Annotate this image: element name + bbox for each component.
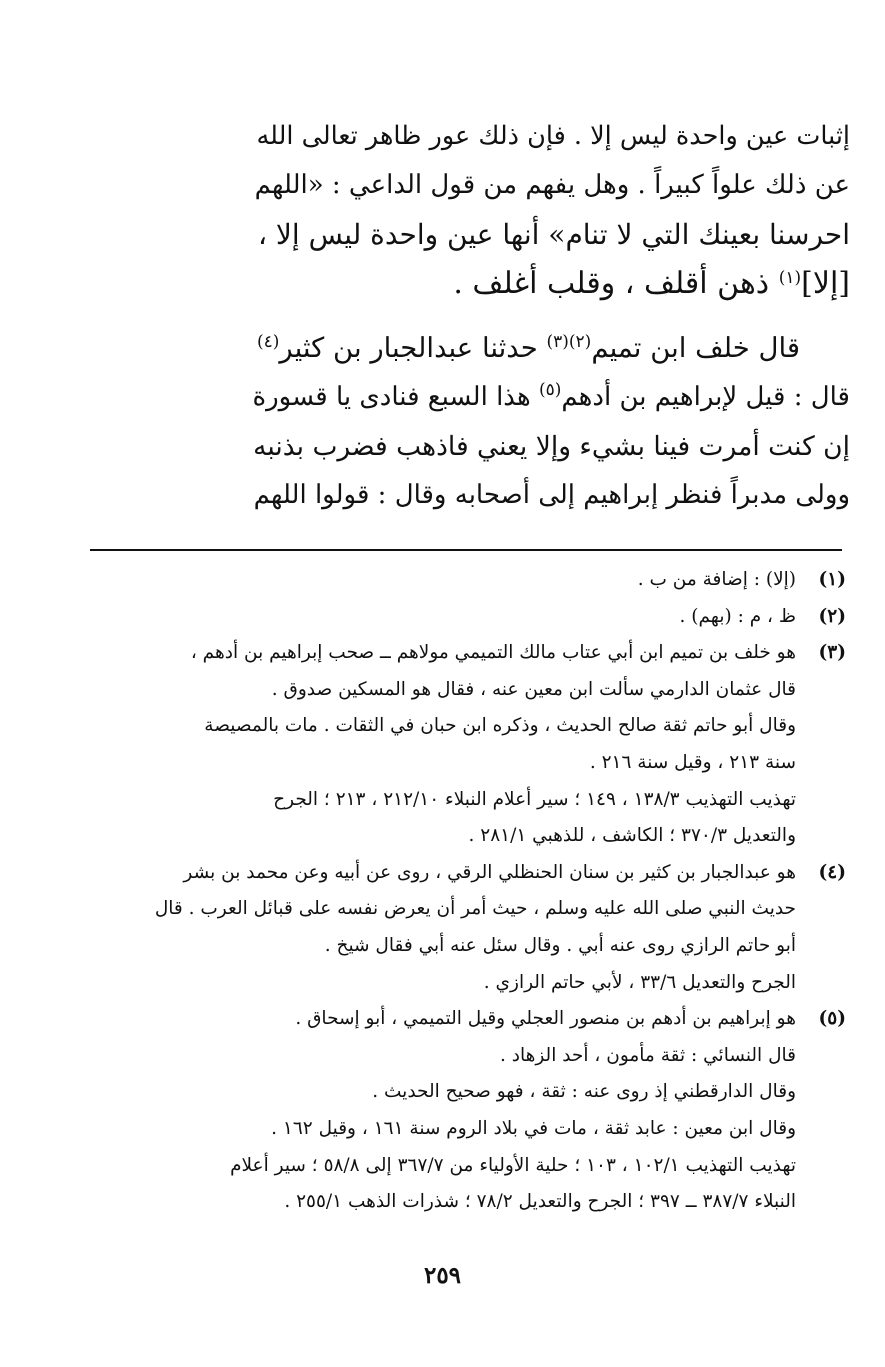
footnotes bbox=[88, 562, 846, 1221]
text-segment: هذا السبع فنادى يا قسورة bbox=[252, 382, 531, 412]
footnote-number: (٢) bbox=[818, 605, 846, 627]
footnote-3 bbox=[88, 635, 846, 855]
footnote-2 bbox=[88, 599, 846, 636]
footnote-body bbox=[88, 855, 796, 1001]
paragraph-2 bbox=[250, 324, 850, 520]
text-segment: ذهن أقلف ، وقلب أغلف . bbox=[453, 266, 770, 301]
footnote-line: تهذيب التهذيب ١٠٢/١ ، ١٠٣ ؛ حلية الأولياء من ٣٦٧/٧ إلى ٥٨/٨ ؛ سير أعلام bbox=[230, 1154, 796, 1176]
footnote-ref-1[interactable]: (١) bbox=[778, 268, 802, 288]
text-line: عن ذلك علواً كبيراً . وهل يفهم من قول الداعي : «اللهم bbox=[254, 170, 850, 200]
footnote-line: أبو حاتم الرازي روى عنه أبي . وقال سئل عنه أبي فقال شيخ . bbox=[324, 934, 796, 956]
footnote-5 bbox=[88, 1001, 846, 1221]
main-text bbox=[250, 112, 850, 520]
page-number: ٢٥٩ bbox=[423, 1262, 462, 1289]
footnote-line: هو عبدالجبار بن كثير بن سنان الحنظلي الرقي ، روى عن أبيه وعن محمد بن بشر bbox=[183, 861, 796, 883]
footnote-line: هو خلف بن تميم ابن أبي عتاب مالك التميمي مولاهم ــ صحب إبراهيم بن أدهم ، bbox=[190, 642, 796, 664]
text-line: إثبات عين واحدة ليس إلا . فإن ذلك عور ظاهر تعالى الله bbox=[256, 121, 850, 151]
footnote-divider bbox=[90, 549, 842, 551]
footnote-line: وقال أبو حاتم ثقة صالح الحديث ، وذكره ابن حبان في الثقات . مات بالمصيصة bbox=[204, 715, 796, 737]
footnote-line: سنة ٢١٣ ، وقيل سنة ٢١٦ . bbox=[589, 751, 796, 773]
footnote-number: (١) bbox=[818, 569, 846, 590]
footnote-line: وقال ابن معين : عابد ثقة ، مات في بلاد الروم سنة ١٦١ ، وقيل ١٦٢ . bbox=[271, 1117, 796, 1139]
bracket-text: [إلا] bbox=[801, 266, 850, 301]
text-line: وولى مدبراً فنظر إبراهيم إلى أصحابه وقال : قولوا اللهم bbox=[253, 480, 850, 510]
paragraph-1 bbox=[250, 112, 850, 308]
footnote-number: (٥) bbox=[818, 1008, 846, 1030]
text-line bbox=[250, 373, 850, 422]
text-line: إن كنت أمرت فينا بشيء وإلا يعني فاذهب فضرب بذنبه bbox=[253, 431, 850, 462]
footnote-line: وقال الدارقطني إذ روى عنه : ثقة ، فهو صحيح الحديث . bbox=[372, 1081, 796, 1103]
footnote-line: حديث النبي صلى الله عليه وسلم ، حيث أمر أن يعرض نفسه على قبائل العرب . قال bbox=[154, 898, 796, 920]
footnote-line: النبلاء ٣٨٧/٧ ــ ٣٩٧ ؛ الجرح والتعديل ٧٨/٢ ؛ شذرات الذهب ٢٥٥/١ . bbox=[284, 1191, 796, 1213]
footnote-body bbox=[88, 635, 796, 855]
footnote-line: (إلا) : إضافة من ب . bbox=[637, 569, 796, 590]
text-line: احرسنا بعينك التي لا تنام» أنها عين واحدة ليس إلا ، bbox=[257, 218, 850, 251]
footnote-line: تهذيب التهذيب ١٣٨/٣ ، ١٤٩ ؛ سير أعلام النبلاء ٢١٢/١٠ ، ٢١٣ ؛ الجرح bbox=[273, 788, 796, 810]
footnote-line: قال عثمان الدارمي سألت ابن معين عنه ، فقال هو المسكين صدوق . bbox=[271, 678, 796, 700]
footnote-line: الجرح والتعديل ٣٣/٦ ، لأبي حاتم الرازي . bbox=[483, 971, 796, 993]
footnote-number: (٣) bbox=[818, 642, 846, 664]
footnote-1 bbox=[88, 562, 846, 599]
text-segment: قال خلف ابن تميم bbox=[591, 332, 800, 364]
footnote-line: ظ ، م : (بهم) . bbox=[679, 605, 796, 627]
footnote-body bbox=[88, 562, 796, 599]
footnote-number: (٤) bbox=[818, 861, 846, 883]
footnote-ref-3[interactable]: (٣) bbox=[546, 332, 569, 352]
footnote-4 bbox=[88, 855, 846, 1001]
footnote-ref-4[interactable]: (٤) bbox=[256, 332, 280, 352]
footnote-line: هو إبراهيم بن أدهم بن منصور العجلي وقيل التميمي ، أبو إسحاق . bbox=[295, 1008, 796, 1030]
text-line bbox=[250, 324, 850, 373]
footnote-line: والتعديل ٣٧٠/٣ ؛ الكاشف ، للذهبي ٢٨١/١ . bbox=[468, 825, 796, 847]
text-line bbox=[250, 259, 850, 308]
footnote-ref-5[interactable]: (٥) bbox=[538, 380, 562, 400]
text-segment: حدثنا عبدالجبار بن كثير bbox=[279, 332, 538, 364]
text-segment: قال : قيل لإبراهيم بن أدهم bbox=[561, 382, 850, 412]
footnote-ref-2[interactable]: (٢) bbox=[568, 332, 592, 352]
footnote-body bbox=[88, 599, 796, 636]
footnote-body bbox=[88, 1001, 796, 1221]
footnote-line: قال النسائي : ثقة مأمون ، أحد الزهاد . bbox=[499, 1044, 796, 1066]
